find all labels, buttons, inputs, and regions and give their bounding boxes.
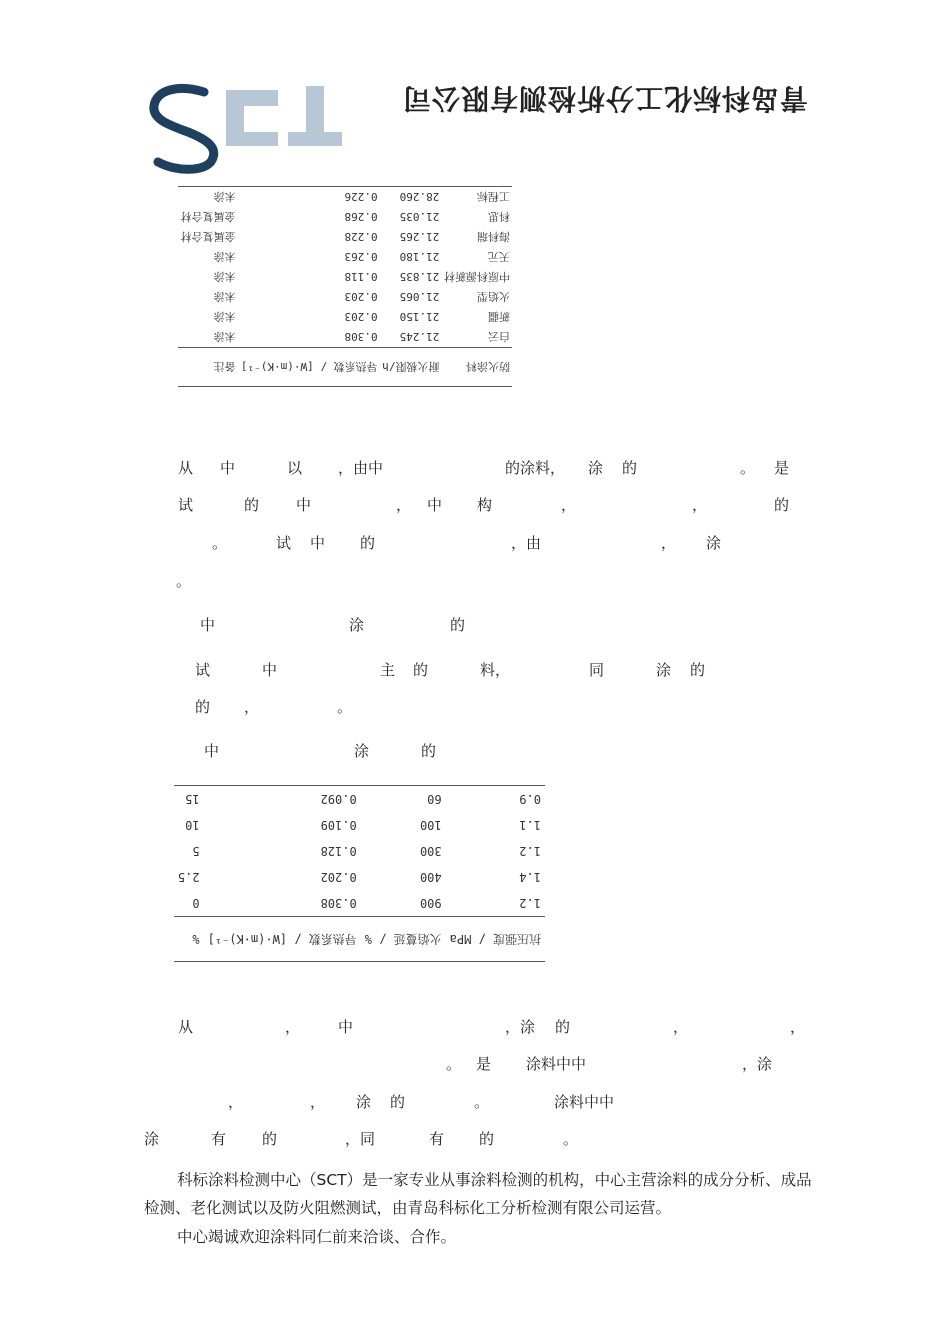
table2-row [174, 864, 545, 890]
table1-row-cell: 科思 [488, 210, 510, 223]
text-fragment: 的 [413, 661, 429, 679]
table2-row-cell: 0.128 [320, 844, 357, 858]
table1-row-cell: 中原科源新材 [444, 270, 510, 283]
text-fragment: 是 [476, 1055, 492, 1073]
text-fragment: 。 [176, 572, 192, 590]
table1-row-cell: 0.228 [344, 230, 378, 244]
table1-header-cell: 导热系数 / [W·(m·K)⁻¹] [238, 348, 380, 387]
text-fragment: 的 [262, 1130, 278, 1148]
table2-header-cell: 火焰蔓延 / % [361, 917, 446, 962]
table2-row-cell: 0 [192, 896, 200, 910]
text-fragment: 的涂料， [505, 459, 566, 477]
text-fragment: 的 [421, 742, 437, 760]
text-fragment: 。 [337, 698, 353, 716]
table1-row [178, 267, 512, 287]
text-fragment: 中 [200, 616, 216, 634]
text-fragment: 的 [195, 698, 211, 716]
text-fragment: 。 [212, 534, 228, 552]
text-fragment: 中 [204, 742, 220, 760]
text-fragment: 涂 [656, 661, 672, 679]
text-fragment: ，由中 [338, 459, 384, 477]
table1-row-cell: 新疆 [488, 310, 510, 323]
text-fragment: 构 [477, 496, 493, 514]
table1-row-cell: 0.268 [344, 210, 378, 224]
text-fragment: 试 [178, 496, 194, 514]
text-fragment: ， [673, 1018, 689, 1036]
table1-row [178, 187, 512, 208]
table1-row [178, 227, 512, 247]
text-fragment: 涂 [144, 1130, 160, 1148]
table1-row [178, 327, 512, 348]
text-fragment: 试 [195, 661, 211, 679]
text-fragment: ，涂 [742, 1055, 773, 1073]
table1-row-cell: 天元 [488, 250, 510, 263]
table2-row-cell: 2.5 [177, 870, 200, 884]
text-fragment: ， [310, 1093, 326, 1111]
table2-row-cell: 10 [185, 818, 200, 832]
table2-row-cell: 100 [419, 818, 442, 832]
table1-row [178, 307, 512, 327]
table1-row-cell: 白云 [488, 330, 510, 343]
table1-row-cell: 21.065 [399, 290, 440, 304]
text-fragment: 的 [244, 496, 260, 514]
table2-row-cell: 300 [419, 844, 442, 858]
text-fragment: 中 [310, 534, 326, 552]
table2-row [174, 786, 545, 813]
table2-row-cell: 900 [419, 896, 442, 910]
text-fragment: 中 [338, 1018, 354, 1036]
table1-row-cell: 0.203 [344, 290, 378, 304]
text-fragment: 中 [262, 661, 278, 679]
text-fragment: 主 [380, 661, 396, 679]
table1-row-cell: 海科瑞 [477, 230, 510, 243]
logo-c-shape [226, 90, 278, 146]
table1-row [178, 287, 512, 307]
table1-row-cell: 21.245 [399, 330, 440, 344]
text-fragment: 涂料中中 [526, 1055, 587, 1073]
table2-row-cell: 400 [419, 870, 442, 884]
table1-row-cell: 0.308 [344, 330, 378, 344]
table1-header-row [178, 348, 512, 387]
text-fragment: 从 [178, 459, 194, 477]
table2-row-cell: 60 [361, 786, 446, 813]
text-fragment: 的 [450, 616, 466, 634]
table1-row-cell: 0.263 [344, 250, 378, 264]
text-fragment: 有 [429, 1130, 445, 1148]
table2-row-cell: 1.4 [519, 870, 541, 884]
company-name: 青岛科标化工分析检测有限公司 [401, 82, 808, 115]
logo-t-shape [288, 86, 342, 146]
table1-row-cell: 21.265 [399, 230, 440, 244]
table1-header-cell: 防火涂料 [441, 348, 512, 387]
text-fragment: 料， [480, 661, 511, 679]
text-fragment: ， [396, 496, 412, 514]
text-fragment: 涂 [706, 534, 722, 552]
text-fragment: 以 [287, 459, 303, 477]
text-fragment: 涂 [354, 742, 370, 760]
table1-row-cell: 工程标 [441, 187, 512, 208]
text-fragment: 涂 [356, 1093, 372, 1111]
text-fragment: 的 [622, 459, 638, 477]
welcome-paragraph: 中心竭诚欢迎涂料同仁前来洽谈、合作。 [177, 1228, 457, 1246]
text-fragment: 涂 [588, 459, 604, 477]
text-fragment: 。 [446, 1055, 462, 1073]
table2-row-cell: 15 [174, 786, 204, 813]
table2-header-cell: 抗压强度 / MPa [446, 917, 545, 962]
table2-row-cell: 5 [192, 844, 200, 858]
table2-row-cell: 0.308 [320, 896, 357, 910]
sct-logo [148, 76, 348, 176]
table1-row-cell: 金属复合材 [180, 230, 236, 243]
text-fragment: 的 [360, 534, 376, 552]
table-thermal-conductivity [178, 181, 512, 387]
text-fragment: 同 [589, 661, 605, 679]
text-fragment: 中 [220, 459, 236, 477]
table2-header-cell: % [174, 917, 204, 962]
text-fragment: ， [285, 1018, 301, 1036]
table1-row-cell: 未涂 [213, 310, 236, 323]
table1-row-cell: 21.180 [399, 250, 440, 264]
table1-row-cell: 金属复合材 [180, 210, 236, 223]
text-fragment: 的 [690, 661, 706, 679]
table1-row-cell: 21.035 [399, 210, 440, 224]
text-fragment: 试 [276, 534, 292, 552]
text-fragment: 中 [296, 496, 312, 514]
text-fragment: 有 [211, 1130, 227, 1148]
text-fragment: 的 [390, 1093, 406, 1111]
logo-s-shape [154, 88, 214, 169]
text-fragment: ， [661, 534, 677, 552]
table1-row-cell: 0.226 [238, 187, 380, 208]
text-fragment: 的 [479, 1130, 495, 1148]
text-fragment: ，涂 [505, 1018, 536, 1036]
table1-row [178, 207, 512, 227]
text-fragment: 从 [178, 1018, 194, 1036]
table1-row-cell: 28.260 [380, 187, 442, 208]
text-fragment: ， [244, 698, 260, 716]
table2-row-cell: 1.2 [519, 896, 541, 910]
sct-logo-graphic [148, 76, 348, 176]
text-fragment: ，同 [345, 1130, 376, 1148]
text-fragment: 。 [474, 1093, 490, 1111]
text-fragment: ，由 [511, 534, 542, 552]
table1-row-cell: 未涂 [213, 330, 236, 343]
table2-row [174, 812, 545, 838]
text-fragment: 。 [563, 1130, 579, 1148]
table1-row-cell: 0.203 [344, 310, 378, 324]
text-fragment: ， [228, 1093, 244, 1111]
text-fragment: 涂 [349, 616, 365, 634]
table2-row [174, 838, 545, 864]
text-fragment: 是 [774, 459, 790, 477]
table1-row-cell: 21.835 [399, 270, 440, 284]
table1-row-cell: 0.118 [344, 270, 378, 284]
table2-row-cell: 0.092 [204, 786, 361, 813]
text-fragment: 的 [555, 1018, 571, 1036]
table1-row-cell: 火焰型 [477, 290, 510, 303]
text-fragment: ， [790, 1018, 806, 1036]
table-flame-properties [177, 782, 545, 962]
table2-row [174, 890, 545, 917]
table1-header-cell: 耐火极限/h [380, 348, 442, 387]
text-fragment: 。 [740, 459, 756, 477]
table1-row-cell: 21.150 [399, 310, 440, 324]
table2-row-cell: 1.1 [519, 818, 541, 832]
table1-row-cell: 未涂 [213, 290, 236, 303]
table2-header-cell: 导热系数 / [W·(m·K)⁻¹] [204, 917, 361, 962]
text-fragment: ， [561, 496, 577, 514]
table1-row [178, 247, 512, 267]
text-fragment: ， [692, 496, 708, 514]
table2-row-cell: 0.9 [446, 786, 545, 813]
company-intro-paragraph: 科标涂料检测中心（SCT）是一家专业从事涂料检测的机构，中心主营涂料的成分分析、成品检测、老化测试以及防火阻燃测试，由青岛科标化工分析检测有限公司运营。 [144, 1171, 812, 1217]
table1-row-cell: 未涂 [213, 270, 236, 283]
text-fragment: 涂料中中 [554, 1093, 615, 1111]
table2-row-cell: 0.109 [320, 818, 357, 832]
text-fragment: 的 [774, 496, 790, 514]
table1-header-cell: 备注 [178, 348, 238, 387]
text-fragment: 中 [427, 496, 443, 514]
table2-row-cell: 1.2 [519, 844, 541, 858]
table1-row-cell: 未涂 [213, 250, 236, 263]
table2-row-cell: 0.202 [320, 870, 357, 884]
table2-header-row [174, 917, 545, 962]
table1-row-cell: 未涂 [178, 187, 238, 208]
